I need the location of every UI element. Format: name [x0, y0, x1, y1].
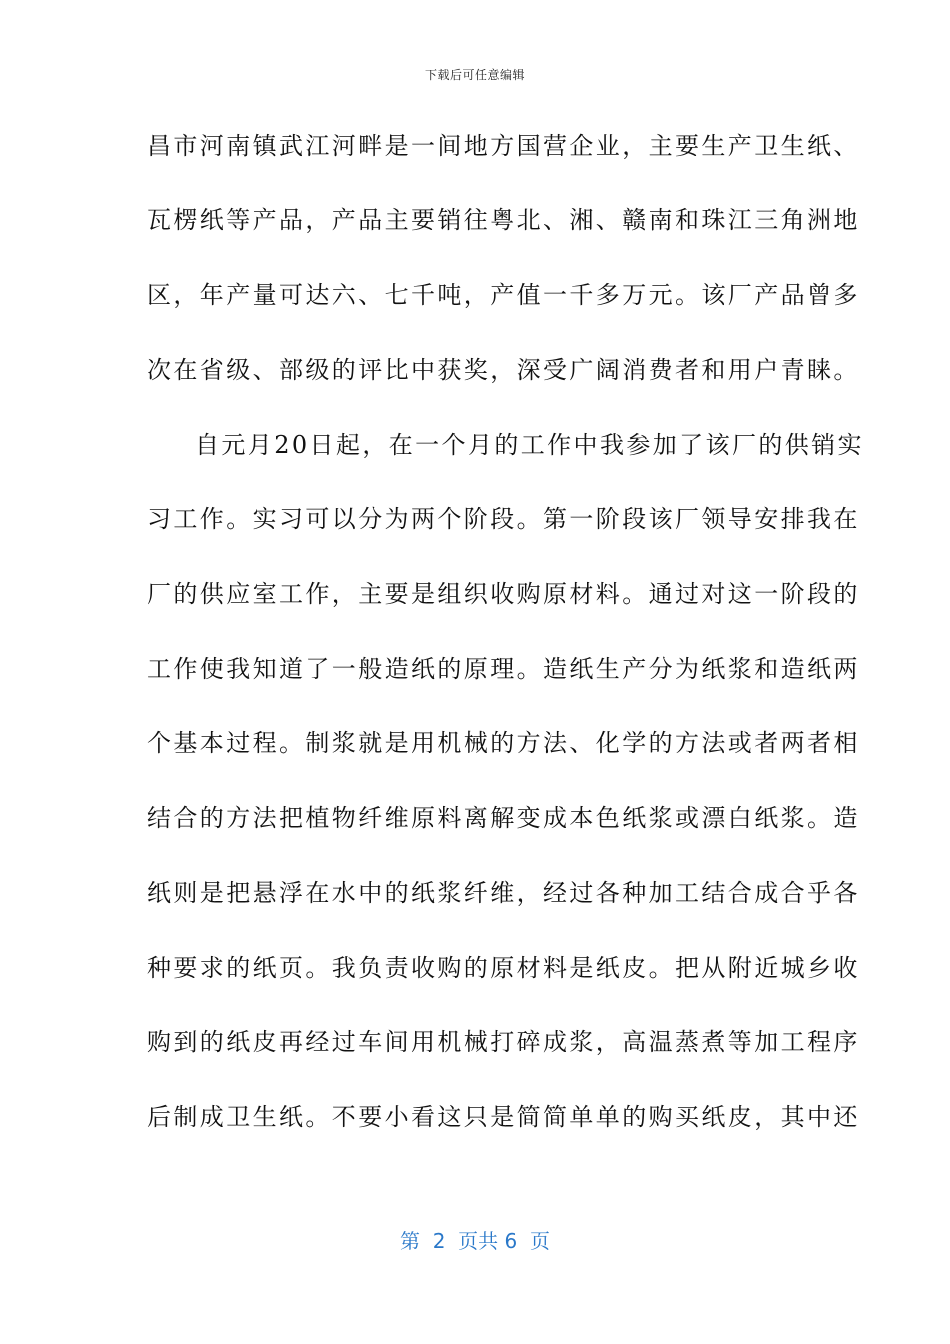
paragraph-2-line-8: 种要求的纸页。我负责收购的原材料是纸皮。把从附近城乡收: [147, 954, 860, 982]
paragraph-2-line-6: 结合的方法把植物纤维原料离解变成本色纸浆或漂白纸浆。造: [147, 804, 860, 832]
paragraph-1-line-2: 瓦楞纸等产品，产品主要销往粤北、湘、赣南和珠江三角洲地: [147, 206, 860, 234]
paragraph-2-line-2: 习工作。实习可以分为两个阶段。第一阶段该厂领导安排我在: [147, 505, 860, 533]
paragraph-2-line-1: 自元月20日起，在一个月的工作中我参加了该厂的供销实: [195, 431, 864, 459]
page-number-footer: 第 2 页共 6 页: [400, 1229, 550, 1253]
paragraph-2-line-7: 纸则是把悬浮在水中的纸浆纤维，经过各种加工结合成合乎各: [147, 879, 860, 907]
paragraph-2-line-3: 厂的供应室工作，主要是组织收购原材料。通过对这一阶段的: [147, 580, 860, 608]
paragraph-2-line-9: 购到的纸皮再经过车间用机械打碎成浆，高温蒸煮等加工程序: [147, 1028, 860, 1056]
paragraph-1-line-4: 次在省级、部级的评比中获奖，深受广阔消费者和用户青睐。: [147, 356, 860, 384]
paragraph-2-line-10: 后制成卫生纸。不要小看这只是简简单单的购买纸皮，其中还: [147, 1103, 860, 1131]
paragraph-2-line-5: 个基本过程。制浆就是用机械的方法、化学的方法或者两者相: [147, 729, 860, 757]
paragraph-2-line-4: 工作使我知道了一般造纸的原理。造纸生产分为纸浆和造纸两: [147, 655, 860, 683]
paragraph-1-line-1: 昌市河南镇武江河畔是一间地方国营企业，主要生产卫生纸、: [147, 132, 860, 160]
page-header-note: 下载后可任意编辑: [424, 68, 525, 82]
paragraph-1-line-3: 区，年产量可达六、七千吨，产值一千多万元。该厂产品曾多: [147, 281, 860, 309]
